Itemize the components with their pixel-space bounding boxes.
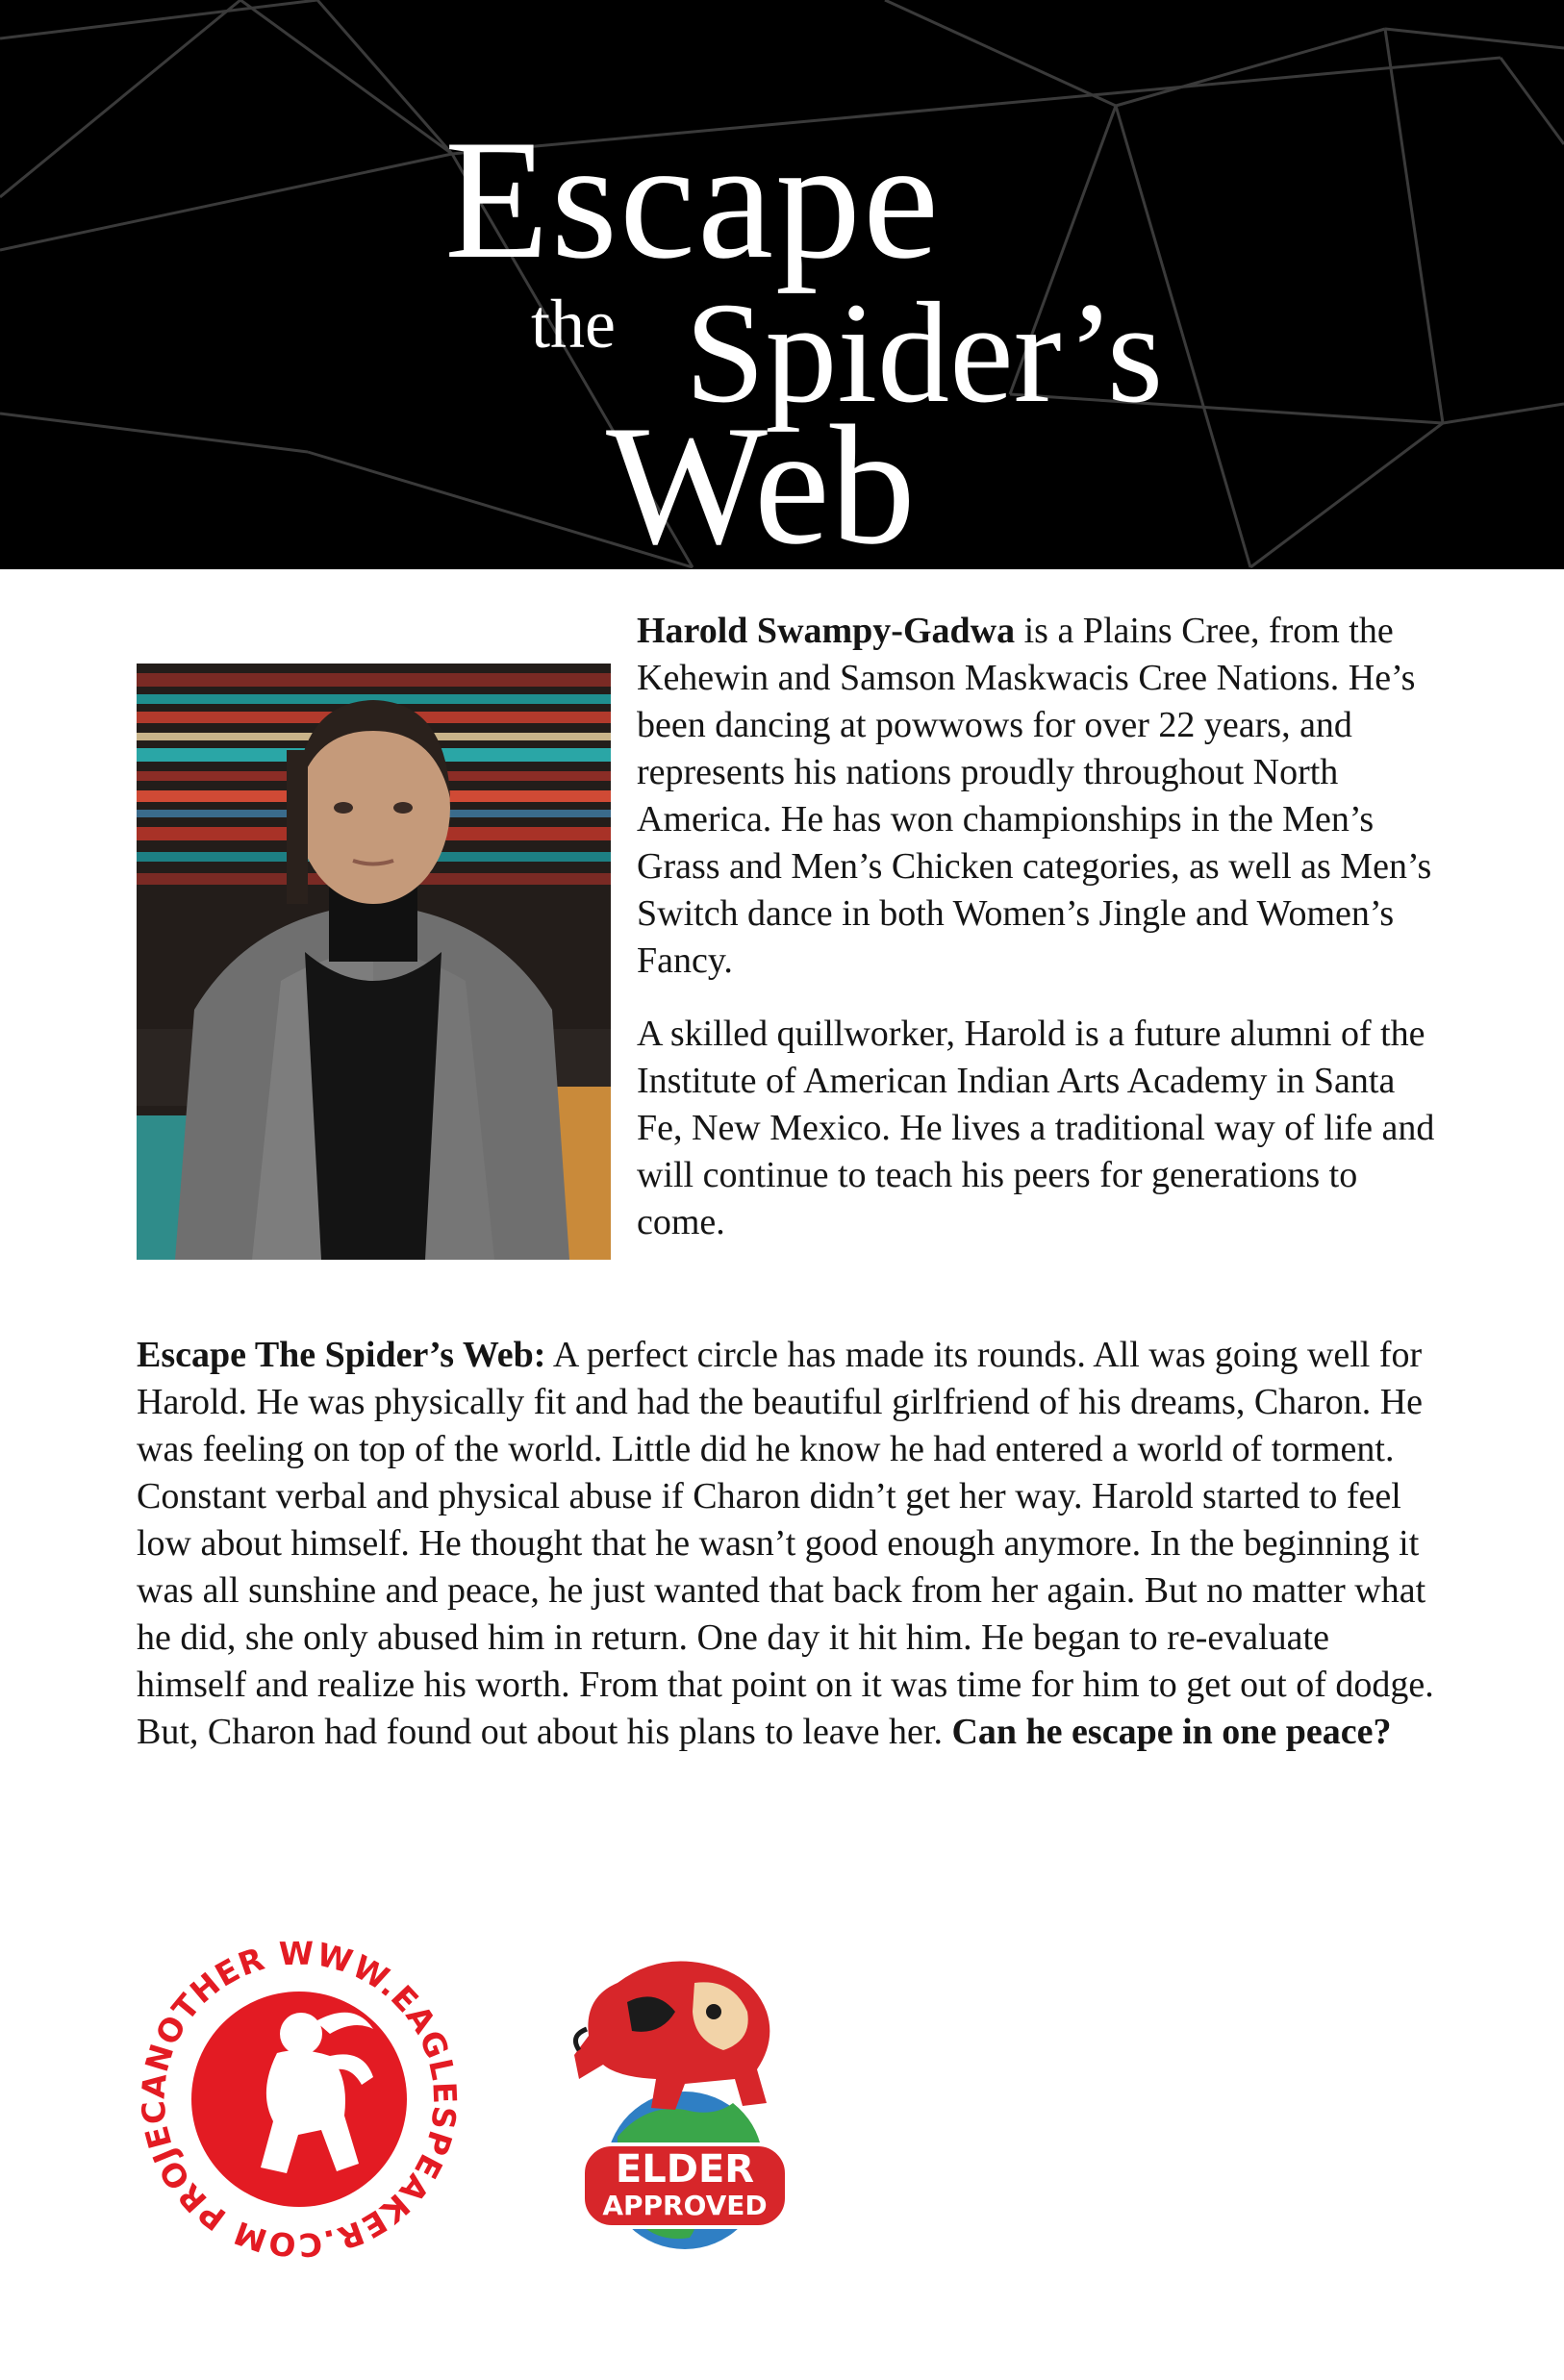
portrait-photo xyxy=(137,664,611,1260)
eaglespeaker-seal xyxy=(133,1933,466,2266)
synopsis-closing-question: Can he escape in one peace? xyxy=(951,1712,1392,1752)
title-line-spiders: Spider’s xyxy=(685,273,1164,433)
author-name: Harold Swampy-Gadwa xyxy=(637,611,1016,651)
eaglespeaker-logo xyxy=(133,1933,466,2266)
bio-paragraph-1-text: is a Plains Cree, from the Kehewin and Samson Maskwacis Cree Nations. He’s been dancing at powwows for over 22 years, and represents his nations proudly throughout North America. He has won championships in the Men’s Grass and Men’s Chicken categories, as well as Men’s Switch dance in both Women’s Jingle and Women’s Fancy. xyxy=(637,611,1432,981)
story-synopsis xyxy=(137,1332,1437,1756)
title-line-web: Web xyxy=(606,389,916,569)
bio-paragraph-1 xyxy=(637,608,1435,985)
author-bio xyxy=(637,608,1435,1272)
synopsis-body: A perfect circle has made its rounds. All was going well for Harold. He was physically fit and had the beautiful girlfriend of his dreams, Charon. He was feeling on top of the world. Little did he know he had entered a world of torment. Constant verbal and physical abuse if Charon didn’t get her way. Harold started to feel low about himself. He thought that he wasn’t good enough anymore. In the beginning it was all sunshine and peace, he just wanted that back from her again. But no matter what he did, she only abused him in return. One day it hit him. He began to re-evaluate himself and realize his worth. From that point on it was time for him to get out of dodge. But, Charon had found out about his plans to leave her. xyxy=(137,1335,1434,1752)
bio-paragraph-2: A skilled quillworker, Harold is a future alumni of the Institute of American Indian Arts Academy in Santa Fe, New Mexico. He lives a traditional way of life and will continue to teach his peers for generations to come. xyxy=(637,1014,1435,1242)
author-photo xyxy=(137,664,611,1260)
title-word-the: the xyxy=(531,286,616,363)
elder-label: ELDER xyxy=(615,2147,755,2192)
eaglespeaker-ring-text: ANOTHER WWW.EAGLESPEAKER.COM PROJEC xyxy=(134,1934,465,2265)
bear-globe-logo xyxy=(569,1944,800,2252)
title-banner xyxy=(0,0,1564,569)
page-title xyxy=(0,0,1564,569)
title-line-escape: Escape xyxy=(444,104,942,294)
elder-approved-logo xyxy=(569,1944,800,2252)
synopsis-title: Escape The Spider’s Web: xyxy=(137,1335,546,1375)
approved-label: APPROVED xyxy=(602,2190,768,2221)
